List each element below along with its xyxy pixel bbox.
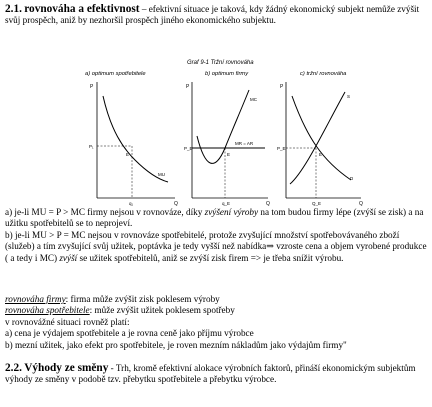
conditions-paragraph <box>5 207 429 264</box>
figure-title: Graf 9-1 Tržní rovnováha <box>187 60 254 66</box>
definitions-line-3: v rovnovážné situaci rovněž platí: <box>5 316 130 327</box>
section-2-title: Výhody ze směny <box>24 362 109 374</box>
figure-svg <box>5 56 429 206</box>
condition-a: a) je-li MU = P > MC firmy nejsou v rovnováze, díky zvýšení výroby na tom budou firmy lépe (zvýší se zisk) a na užitku spotřebitelů se to neprojeví. <box>5 207 424 229</box>
panel-a-e-label: E <box>126 152 130 157</box>
supply-label: S <box>347 94 351 99</box>
panel-c-x-label: Q <box>359 201 363 206</box>
implies-arrow: ⇒ <box>266 241 274 252</box>
panel-a-p-label: P₁ <box>89 144 94 149</box>
demand-label: D <box>350 176 354 181</box>
panel-b-title: b) optimum firmy <box>205 71 249 77</box>
definitions-line-4: a) cena je výdajem spotřebitele a je rovna ceně jako příjmu výrobce <box>5 328 254 339</box>
panel-a-y-label: P <box>90 84 94 90</box>
panel-c-p-label: P_E <box>277 146 286 151</box>
market-equilibrium-figure <box>5 56 429 206</box>
section-2-number: 2.2. <box>5 362 22 374</box>
section-title: rovnováha a efektivnost <box>24 3 140 15</box>
panel-b-q-label: q_E <box>222 201 231 206</box>
section-number: 2.1. <box>5 3 22 15</box>
definitions-paragraph <box>5 294 429 351</box>
panel-a-x-label: Q <box>174 201 178 206</box>
panel-b-e-label: E <box>227 152 231 157</box>
panel-c-q-label: Q_E <box>312 201 322 206</box>
panel-a-title: a) optimum spotřebitele <box>85 71 146 77</box>
panel-b-y-label: P <box>186 84 190 90</box>
section-2-text: - Trh, kromě efektivní alokace výrobních faktorů, přináší ekonomickým subjektům výhody ze směny v podobě tzv. přebytku spotřebitele a přebytku výrobce. <box>5 363 416 385</box>
panel-b-p-label: P_E <box>184 146 193 151</box>
panel-a-q-label: q₁ <box>129 201 134 206</box>
panel-c-title: c) tržní rovnováha <box>300 71 347 77</box>
condition-b: b) je-li MU > P = MC nejsou v rovnováze spotřebitelé, protože zvyšující množství spotřebovávaného zboží (služeb) a tím zvyšující svůj užitek, poptávka je tedy vyšší než nabídka⇒ vzroste cena a objem vyrobené produkce ( a tedy i MC) zvýší se užitek spotřebitelů, aniž se zvýší zisk firem => je třeba snížit výrobu. <box>5 229 427 263</box>
section-text: – efektivní situace je taková, kdy žádný ekonomický subjekt nemůže zvýšit svůj prospěch, aniž by nezhoršil prospěch jiného ekonomického subjektu. <box>5 4 420 26</box>
consumer-equilibrium-line: rovnováha spotřebitele: může zvýšit užitek poklesem spotřeby <box>5 305 235 316</box>
mu-label: MU <box>158 172 165 177</box>
panel-c-y-label: P <box>280 84 284 90</box>
section-2-paragraph <box>5 363 429 386</box>
mr-ar-label: MR = AR <box>235 141 254 146</box>
panel-b-x-label: Q <box>266 201 270 206</box>
panel-c-e-label: E <box>319 152 323 157</box>
mc-label: MC <box>250 97 257 102</box>
definitions-line-5: b) mezní užitek, jako efekt pro spotřebitele, je roven mezním nákladům jako výdajům firmy" <box>5 339 347 350</box>
firm-equilibrium-line: rovnováha firmy: firma může zvýšit zisk poklesem výroby <box>5 294 220 304</box>
intro-paragraph <box>5 4 429 27</box>
